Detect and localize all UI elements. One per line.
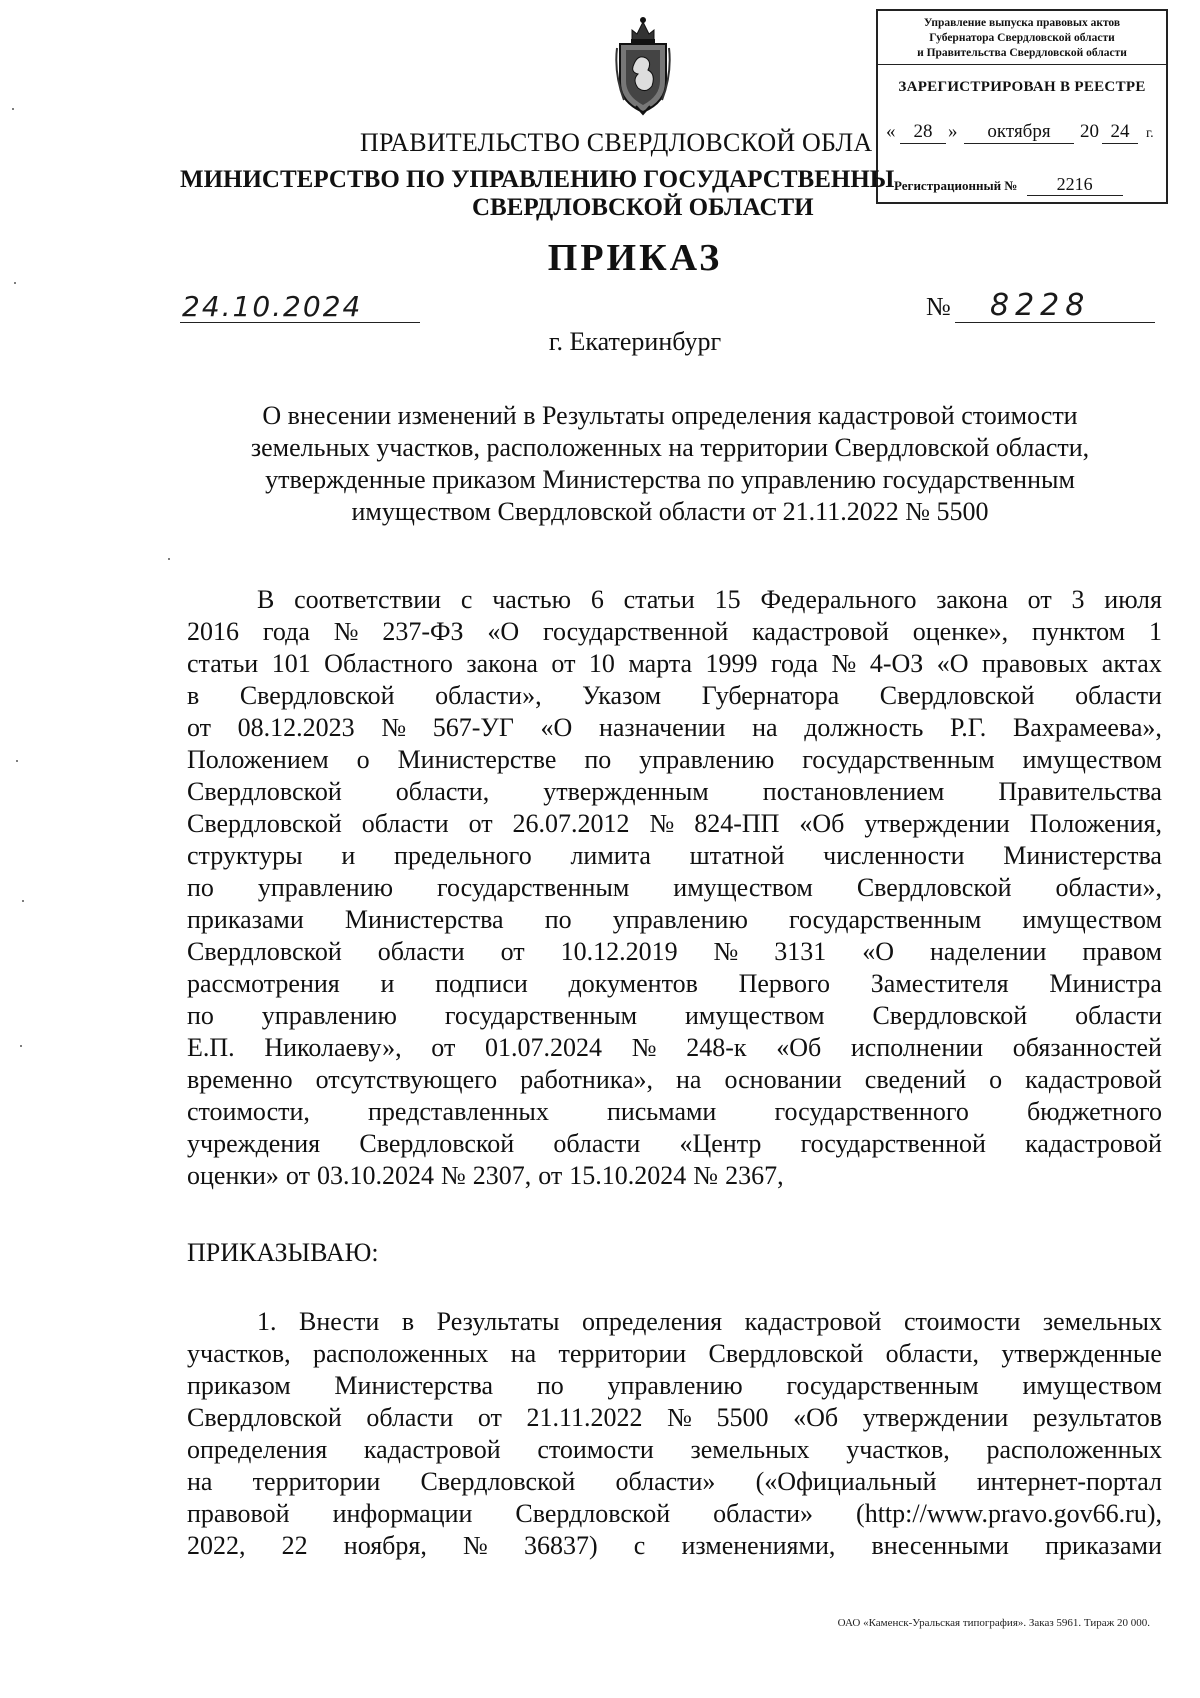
word: статьи — [187, 649, 259, 678]
word: Министерстве — [397, 745, 557, 774]
item-line — [257, 1306, 1162, 1338]
word: на — [187, 1467, 213, 1496]
printing-house-footer: ОАО «Каменск-Уральская типография». Заказ 5961. Тираж 20 000. — [837, 1617, 1150, 1629]
word: штатной — [689, 841, 785, 870]
word: и — [341, 841, 356, 870]
word: предельного — [394, 841, 532, 870]
title-line: земельных участков, расположенных на территории Свердловской области, — [250, 433, 1090, 462]
word: от — [431, 1033, 456, 1062]
word: имуществом — [685, 1001, 825, 1030]
word: расположенных — [986, 1435, 1162, 1464]
word: численности — [823, 841, 965, 870]
word: № — [440, 1161, 466, 1190]
word: кадастровой — [744, 1307, 882, 1336]
preamble-line — [187, 744, 1162, 776]
word: имуществом — [1022, 905, 1162, 934]
word: Свердловской — [872, 1001, 1028, 1030]
word: государственным — [437, 873, 630, 902]
item-line — [187, 1466, 1162, 1498]
word: от — [1027, 585, 1052, 614]
word: лимита — [570, 841, 651, 870]
word: 4-ОЗ — [869, 649, 924, 678]
preamble-line — [187, 1128, 1162, 1160]
document-type-heading: ПРИКАЗ — [547, 237, 723, 279]
word: 08.12.2023 — [237, 713, 355, 742]
word: Губернатора — [701, 681, 840, 710]
word: от — [187, 713, 212, 742]
stamp-number-value: 2216 — [1027, 174, 1123, 196]
word: июля — [1104, 585, 1162, 614]
word: от — [551, 649, 576, 678]
stamp-month: октября — [964, 121, 1074, 144]
word: актах — [1101, 649, 1162, 678]
word: правом — [1082, 937, 1162, 966]
preamble-line — [187, 808, 1162, 840]
word: 2367, — [725, 1161, 784, 1190]
government-title: ПРАВИТЕЛЬСТВО СВЕРДЛОВСКОЙ ОБЛА — [360, 128, 873, 157]
word: в — [187, 681, 200, 710]
stamp-year-prefix: 20 — [1080, 121, 1099, 142]
order-title — [200, 400, 1140, 528]
word: Е.П. — [187, 1033, 235, 1062]
word: о — [989, 1065, 1003, 1094]
preamble-line — [187, 840, 1162, 872]
word: на — [676, 1065, 702, 1094]
word: 2016 — [187, 617, 239, 646]
item-line — [187, 1498, 1162, 1530]
preamble-line — [187, 776, 1162, 808]
word: 567-УГ — [432, 713, 514, 742]
word: № — [649, 809, 675, 838]
word: № — [831, 649, 857, 678]
word: государственным — [444, 1001, 638, 1030]
word: по — [536, 1371, 564, 1400]
word: территории — [252, 1467, 381, 1496]
order-date-handwritten: 24.10.2024 — [182, 290, 363, 323]
word: Указом — [582, 681, 662, 710]
word: 36837) — [523, 1531, 598, 1560]
word: 5500 — [716, 1403, 769, 1432]
stamp-office-line: Губернатора Свердловской области — [929, 32, 1115, 44]
word: Положения, — [1029, 809, 1162, 838]
word: 15.10.2024 — [569, 1161, 687, 1190]
word: государственным — [786, 1371, 979, 1400]
word: («Официальный — [755, 1467, 937, 1496]
word: представленных — [367, 1097, 549, 1126]
word: 3 — [1071, 585, 1085, 614]
word: 3131 — [774, 937, 827, 966]
word: приказами — [1045, 1531, 1162, 1560]
word: года — [771, 649, 819, 678]
preamble-line — [187, 616, 1162, 648]
word: 824-ПП — [694, 809, 780, 838]
word: управлению — [261, 1001, 397, 1030]
word: области — [377, 937, 465, 966]
word: статьи — [623, 585, 695, 614]
word: Первого — [738, 969, 831, 998]
word: на — [752, 713, 778, 742]
word: 26.07.2012 — [512, 809, 630, 838]
date-underline — [180, 322, 420, 323]
word: имуществом — [673, 873, 813, 902]
word: области», — [1055, 873, 1162, 902]
word: по — [187, 1001, 214, 1030]
word: земельных — [1042, 1307, 1162, 1336]
word: «Об — [776, 1033, 822, 1062]
word: № — [667, 1403, 692, 1432]
word: «Центр — [679, 1129, 762, 1158]
title-line: утвержденные приказом Министерства по управлению государственным — [265, 465, 1075, 494]
word: по — [187, 873, 214, 902]
word: исполнении — [850, 1033, 984, 1062]
title-line: имуществом Свердловской области от 21.11.2022 № 5500 — [351, 497, 989, 526]
word: в — [401, 1307, 415, 1336]
stamp-office-line: Управление выпуска правовых актов — [923, 17, 1121, 29]
word: области — [366, 1403, 454, 1432]
word: Министерства — [334, 1371, 494, 1400]
word: 248-к — [686, 1033, 747, 1062]
stamp-registration-number — [894, 174, 1123, 196]
word: В — [257, 585, 275, 614]
coat-of-arms-emblem — [612, 14, 674, 116]
word: кадастровой — [1025, 1065, 1162, 1094]
word: области — [361, 809, 449, 838]
word: 1999 — [705, 649, 758, 678]
preamble-line — [187, 680, 1162, 712]
word: управлению — [612, 905, 748, 934]
crown-icon — [631, 17, 655, 43]
word: 1 — [1148, 617, 1162, 646]
word: Министерства — [1003, 841, 1162, 870]
word: Свердловской — [187, 937, 342, 966]
word: государственным — [802, 745, 995, 774]
word: о — [356, 745, 370, 774]
word: внесенными — [871, 1531, 1009, 1560]
word: 2307, — [472, 1161, 532, 1190]
order-number-sign: № — [926, 292, 951, 321]
word: оценке», — [912, 617, 1009, 646]
word: стоимости — [903, 1307, 1021, 1336]
word: области», — [435, 681, 542, 710]
preamble-line — [187, 904, 1162, 936]
word: закона — [466, 649, 538, 678]
stamp-registered-label: ЗАРЕГИСТРИРОВАН В РЕЕСТРЕ — [898, 79, 1146, 95]
word: области, — [885, 1339, 980, 1368]
preamble-line — [187, 648, 1162, 680]
word: Николаеву», — [264, 1033, 402, 1062]
word: правовой — [187, 1499, 290, 1528]
word: Свердловской — [879, 681, 1035, 710]
word: отсутствующего — [315, 1065, 498, 1094]
scan-speck — [20, 1045, 22, 1047]
word: подписи — [435, 969, 528, 998]
preamble-line — [187, 872, 1162, 904]
word: года — [262, 617, 310, 646]
word: области» — [615, 1467, 716, 1496]
preamble-line — [187, 1096, 1162, 1128]
word: с — [460, 585, 473, 614]
word: Свердловской — [420, 1467, 576, 1496]
word: «О — [540, 713, 573, 742]
word: Правительства — [998, 777, 1162, 806]
word: № — [333, 617, 359, 646]
word: № — [713, 937, 739, 966]
word: на — [510, 1339, 537, 1368]
ministry-title-line-2: СВЕРДЛОВСКОЙ ОБЛАСТИ — [472, 194, 814, 221]
word: пунктом — [1032, 617, 1126, 646]
word: области, — [395, 777, 490, 806]
word: определения — [581, 1307, 723, 1336]
word: имуществом — [1022, 745, 1162, 774]
word: определения — [187, 1435, 328, 1464]
word: Федерального — [760, 585, 917, 614]
word: государственным — [789, 905, 982, 934]
word: 10.12.2019 — [560, 937, 678, 966]
scan-speck — [14, 282, 16, 284]
word: участков, — [187, 1339, 291, 1368]
word: от — [285, 1161, 310, 1190]
word: обязанностей — [1012, 1033, 1162, 1062]
word: области — [1075, 681, 1162, 710]
item-line — [187, 1370, 1162, 1402]
word: расположенных — [312, 1339, 489, 1368]
word: «О — [487, 617, 520, 646]
word: Свердловской — [359, 1129, 515, 1158]
word: кадастровой — [363, 1435, 501, 1464]
preamble-line — [187, 1032, 1162, 1064]
word: по — [584, 745, 612, 774]
word: 6 — [590, 585, 604, 614]
word: соответствии — [294, 585, 442, 614]
city-of-issue: г. Екатеринбург — [548, 327, 722, 356]
word: Свердловской — [187, 809, 342, 838]
number-underline — [955, 322, 1155, 323]
preamble-line — [187, 936, 1162, 968]
word: «Об — [793, 1403, 839, 1432]
word: закона — [936, 585, 1008, 614]
word: «Об — [799, 809, 845, 838]
scan-speck — [22, 900, 24, 902]
word: марта — [628, 649, 693, 678]
word: ноября, — [343, 1531, 427, 1560]
word: кадастровой — [752, 617, 889, 646]
word: результатов — [1032, 1403, 1162, 1432]
word: основании — [724, 1065, 842, 1094]
stamp-office-line: и Правительства Свердловской области — [917, 47, 1127, 59]
word: области — [1075, 1001, 1162, 1030]
word: Министра — [1049, 969, 1162, 998]
scan-speck — [12, 108, 14, 110]
stamp-number-label: Регистрационный № — [894, 178, 1018, 193]
word: с — [633, 1531, 646, 1560]
word: от — [468, 809, 493, 838]
word: изменениями, — [681, 1531, 836, 1560]
word: по — [544, 905, 572, 934]
word: утвержденные — [1001, 1339, 1162, 1368]
word: 10 — [588, 649, 615, 678]
stamp-day: 28 — [900, 121, 946, 144]
preamble-line — [187, 1000, 1162, 1032]
word: сведений — [864, 1065, 967, 1094]
word: документов — [568, 969, 698, 998]
word: информации — [332, 1499, 473, 1528]
decree-word: ПРИКАЗЫВАЮ: — [187, 1238, 379, 1267]
word: области — [553, 1129, 641, 1158]
word: от — [477, 1403, 502, 1432]
word: Министерства — [344, 905, 504, 934]
word: приказами — [187, 905, 304, 934]
title-line: О внесении изменений в Результаты определения кадастровой стоимости — [262, 401, 1078, 430]
order-number-handwritten: 8228 — [990, 288, 1091, 323]
word: 01.07.2024 — [485, 1033, 603, 1062]
preamble-line — [257, 584, 1162, 616]
word: письмами — [606, 1097, 717, 1126]
word: Внести — [299, 1307, 380, 1336]
word: «О — [936, 649, 969, 678]
word: постановлением — [762, 777, 945, 806]
word: государственной — [800, 1129, 986, 1158]
word: приказом — [187, 1371, 291, 1400]
word: Свердловской — [239, 681, 395, 710]
word: стоимости — [537, 1435, 654, 1464]
word: назначении — [598, 713, 726, 742]
word: 2022, — [187, 1531, 246, 1560]
word: интернет-портал — [976, 1467, 1162, 1496]
scan-speck — [16, 760, 18, 762]
scan-speck — [168, 558, 170, 560]
word: рассмотрения — [187, 969, 340, 998]
word: № — [631, 1033, 657, 1062]
word: Областного — [324, 649, 453, 678]
word: № — [463, 1531, 488, 1560]
word: 1. — [257, 1307, 277, 1336]
word: наделении — [929, 937, 1047, 966]
word: Свердловской — [708, 1339, 864, 1368]
item-line — [187, 1338, 1162, 1370]
word: Свердловской — [187, 777, 342, 806]
stamp-year-suffix: 24 — [1102, 121, 1138, 144]
word: (http://www.pravo.gov66.ru), — [856, 1499, 1162, 1528]
preamble-line — [187, 1064, 1162, 1096]
preamble-line — [187, 968, 1162, 1000]
stamp-close-quote: » — [948, 121, 958, 142]
word: земельных — [690, 1435, 810, 1464]
word: утверждении — [862, 1403, 1009, 1432]
word: участков, — [846, 1435, 950, 1464]
word: 15 — [714, 585, 741, 614]
stamp-open-quote: « — [886, 121, 896, 142]
word: Свердловской — [515, 1499, 671, 1528]
word: структуры — [187, 841, 303, 870]
ministry-title-line-1: МИНИСТЕРСТВО ПО УПРАВЛЕНИЮ ГОСУДАРСТВЕННЫ — [180, 166, 895, 193]
word: временно — [187, 1065, 293, 1094]
word: Свердловской — [187, 1403, 342, 1432]
word: стоимости, — [187, 1097, 310, 1126]
word: Вахрамеева», — [1012, 713, 1162, 742]
word: № — [381, 713, 407, 742]
word: утверждении — [864, 809, 1010, 838]
word: имуществом — [1022, 1371, 1162, 1400]
word: утвержденным — [543, 777, 709, 806]
word: № — [693, 1161, 719, 1190]
word: учреждения — [187, 1129, 321, 1158]
word: области» — [713, 1499, 814, 1528]
word: управлению — [257, 873, 394, 902]
word: работника», — [520, 1065, 654, 1094]
item-line — [187, 1434, 1162, 1466]
word: 101 — [271, 649, 311, 678]
word: Положением — [187, 745, 329, 774]
word: кадастровой — [1025, 1129, 1162, 1158]
word: должность — [804, 713, 924, 742]
stamp-office-name — [878, 11, 1166, 65]
word: государственной — [543, 617, 729, 646]
preamble-line — [187, 712, 1162, 744]
word: 22 — [281, 1531, 308, 1560]
word: Заместителя — [870, 969, 1009, 998]
word: оценки» — [187, 1161, 279, 1190]
word: управлению — [607, 1371, 743, 1400]
word: от — [500, 937, 525, 966]
word: Р.Г. — [949, 713, 987, 742]
stamp-year-abbr: г. — [1146, 126, 1154, 141]
word: 03.10.2024 — [316, 1161, 434, 1190]
registry-stamp — [876, 9, 1168, 204]
word: «О — [862, 937, 895, 966]
word: государственного — [774, 1097, 969, 1126]
preamble-line — [187, 1160, 1162, 1192]
word: Результаты — [436, 1307, 560, 1336]
word: управлению — [639, 745, 775, 774]
item-line — [187, 1530, 1162, 1562]
word: территории — [558, 1339, 687, 1368]
word: бюджетного — [1026, 1097, 1162, 1126]
word: и — [380, 969, 395, 998]
word: от — [538, 1161, 563, 1190]
item-line — [187, 1402, 1162, 1434]
word: Свердловской — [856, 873, 1012, 902]
word: частью — [492, 585, 572, 614]
word: правовых — [982, 649, 1089, 678]
word: 237-ФЗ — [382, 617, 464, 646]
word: 21.11.2022 — [526, 1403, 643, 1432]
